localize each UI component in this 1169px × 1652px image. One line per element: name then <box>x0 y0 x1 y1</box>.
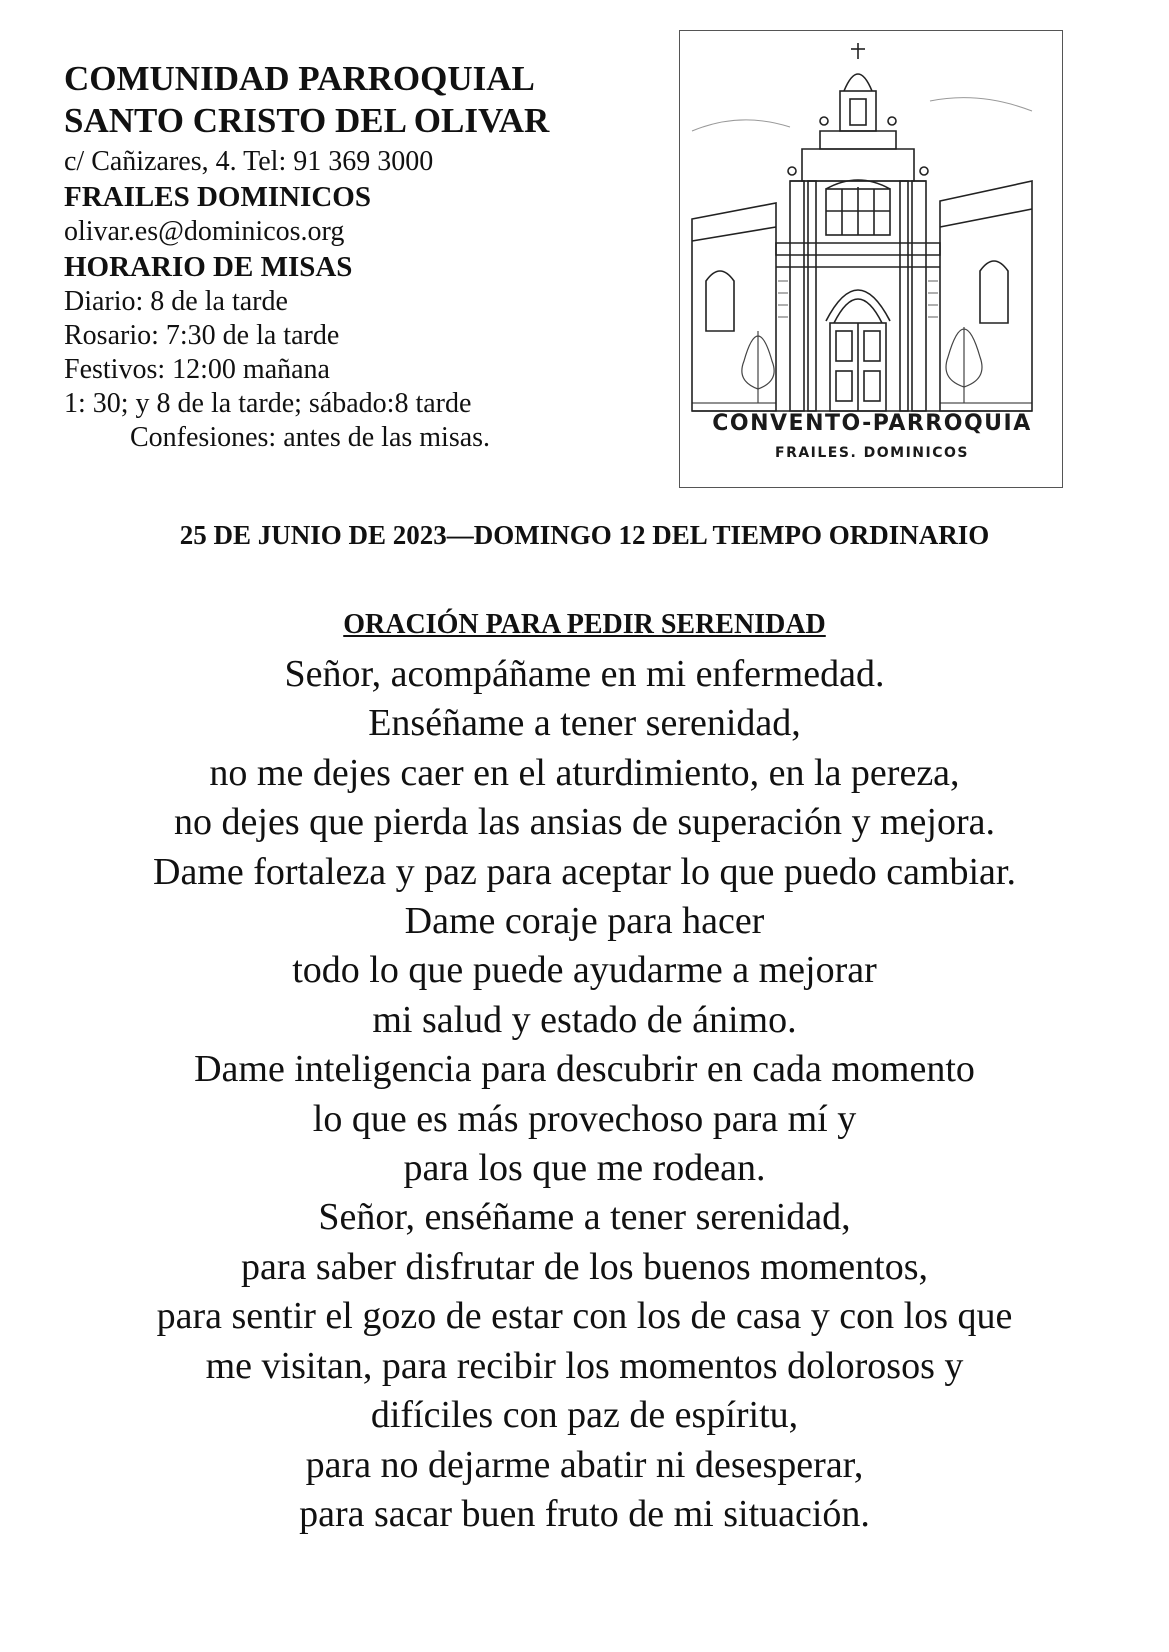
prayer-line: para los que me rodean. <box>403 1147 766 1190</box>
prayer-line: Dame fortaleza y paz para aceptar lo que puedo cambiar. <box>153 850 1016 893</box>
prayer-line: mi salud y estado de ánimo. <box>372 998 797 1041</box>
prayer-line: todo lo que puede ayudarme a mejorar <box>292 949 877 992</box>
mass-schedule-title: HORARIO DE MISAS <box>64 251 353 283</box>
prayer-line: para sentir el gozo de estar con los de casa y con los que <box>156 1295 1013 1338</box>
parish-name-line-1: COMUNIDAD PARROQUIAL <box>64 59 535 98</box>
prayer-line: me visitan, para recibir los momentos dolorosos y <box>205 1344 964 1387</box>
prayer-line: Dame coraje para hacer <box>404 900 765 943</box>
prayer-line: para sacar buen fruto de mi situación. <box>299 1492 870 1535</box>
prayer-line: Señor, acompáñame en mi enfermedad. <box>284 653 885 695</box>
prayer-line: difíciles con paz de espíritu, <box>370 1394 799 1437</box>
schedule-holidays: Festivos: 12:00 mañana <box>64 354 330 385</box>
prayer-line: Señor, enséñame a tener serenidad, <box>318 1196 851 1239</box>
prayer-line: Enséñame a tener serenidad, <box>368 702 801 745</box>
church-drawing <box>679 30 1063 488</box>
prayer-text <box>0 650 1169 1539</box>
parish-info <box>64 58 624 454</box>
schedule-daily: Diario: 8 de la tarde <box>64 286 288 317</box>
drawing-subcaption: FRAILES. DOMINICOS <box>775 445 969 461</box>
prayer-line: no me dejes caer en el aturdimiento, en la pereza, <box>209 751 960 794</box>
schedule-rosary: Rosario: 7:30 de la tarde <box>64 320 340 351</box>
parish-name-line-2: SANTO CRISTO DEL OLIVAR <box>64 101 550 140</box>
religious-order: FRAILES DOMINICOS <box>64 181 371 213</box>
prayer-line: lo que es más provechoso para mí y <box>312 1097 857 1140</box>
drawing-caption: CONVENTO-PARROQUIA <box>712 411 1032 436</box>
parish-address: c/ Cañizares, 4. Tel: 91 369 3000 <box>64 146 434 177</box>
prayer-line: para no dejarme abatir ni desesperar, <box>305 1443 864 1486</box>
prayer-title: ORACIÓN PARA PEDIR SERENIDAD <box>343 609 826 640</box>
prayer-line: para saber disfrutar de los buenos momentos, <box>241 1245 928 1288</box>
confessions-note: Confesiones: antes de las misas. <box>130 422 491 453</box>
prayer-line: no dejes que pierda las ansias de superación y mejora. <box>174 801 995 844</box>
liturgical-date: 25 DE JUNIO DE 2023—DOMINGO 12 DEL TIEMPO ORDINARIO <box>179 520 990 550</box>
parish-email: olivar.es@dominicos.org <box>64 216 345 247</box>
prayer-line: Dame inteligencia para descubrir en cada momento <box>194 1048 975 1091</box>
schedule-holidays-evening: 1: 30; y 8 de la tarde; sábado:8 tarde <box>64 388 472 419</box>
